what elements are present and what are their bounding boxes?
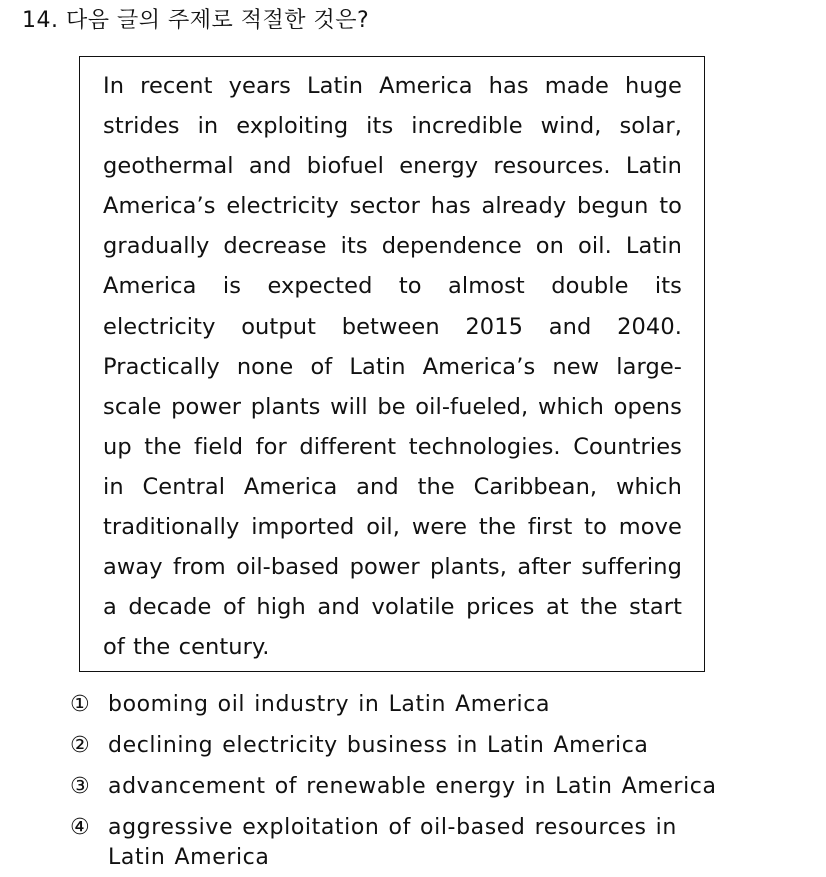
choice-text: advancement of renewable energy in Latin America [108, 774, 717, 799]
choice-marker: ③ [70, 774, 91, 799]
choice-3[interactable] [70, 772, 810, 802]
choice-text: booming oil industry in Latin America [108, 692, 551, 717]
question-prompt: 다음 글의 주제로 적절한 것은? [66, 8, 370, 33]
choice-text: aggressive exploitation of oil-based resources in Latin America [108, 815, 677, 870]
choice-marker: ① [70, 692, 91, 717]
question-number: 14. [22, 8, 59, 33]
passage-text: In recent years Latin America has made huge strides in exploiting its incredible wind, solar, geothermal and biofuel energy resources. Latin America’s electricity sector has already begun to gradually decrease its dependence on oil. Latin America is expected to almost double its electricity output between 2015 and 2040. Practically none of Latin America’s new large-scale power plants will be oil-fueled, which opens up the field for different technologies. Countries in Central America and the Caribbean, which traditionally imported oil, were the first to move away from oil-based power plants, after suffering a decade of high and volatile prices at the start of the century. [103, 73, 682, 661]
choice-4[interactable] [70, 813, 810, 873]
question-header [22, 6, 369, 36]
choice-marker: ② [70, 733, 91, 758]
answer-choices [70, 690, 810, 873]
choice-2[interactable] [70, 731, 810, 761]
choice-marker: ④ [70, 815, 91, 840]
choice-1[interactable] [70, 690, 810, 720]
choice-text: declining electricity business in Latin America [108, 733, 649, 758]
passage-box [79, 56, 705, 672]
